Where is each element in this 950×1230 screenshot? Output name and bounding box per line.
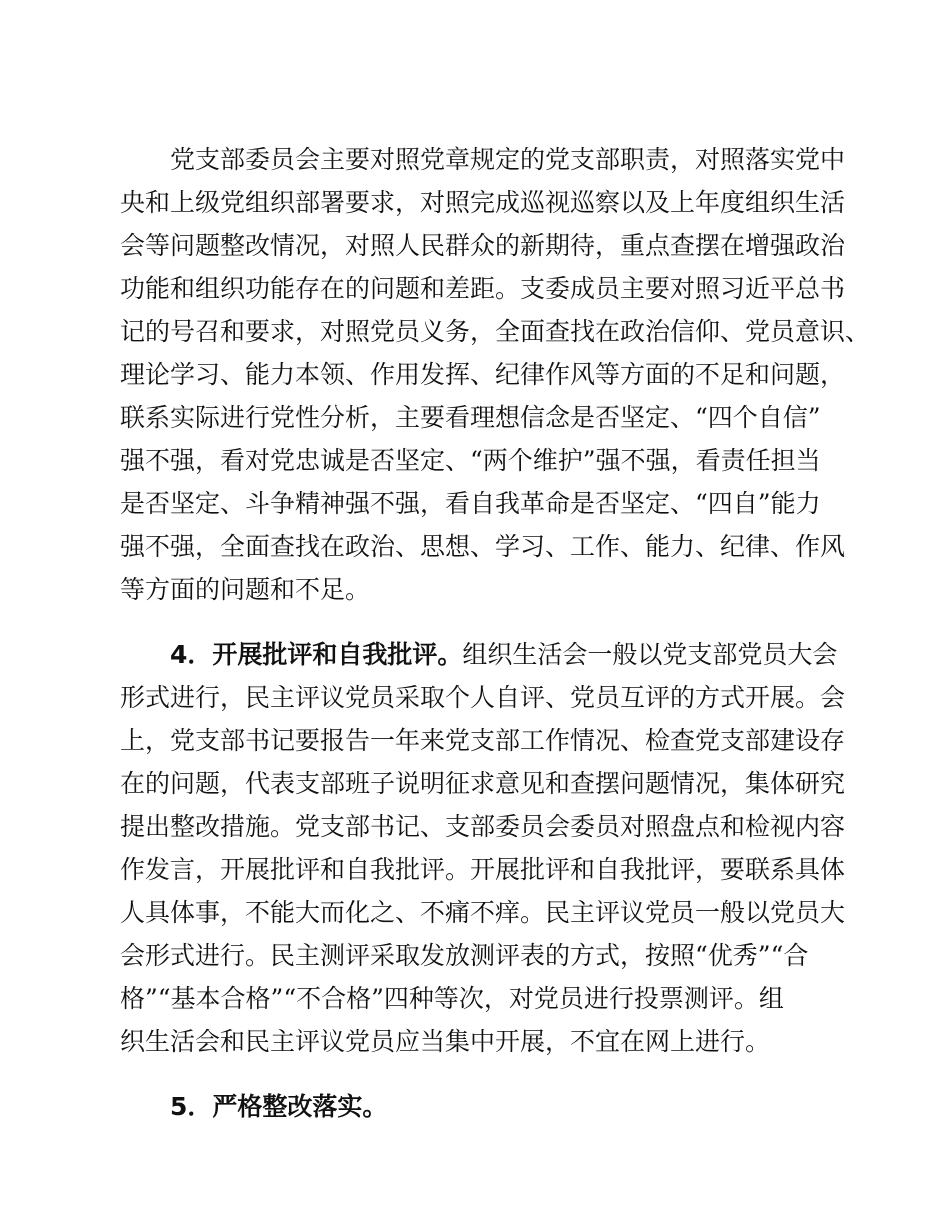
paragraph-line: 会形式进行。民主测评采取发放测评表的方式，按照“优秀”“合 — [120, 941, 809, 970]
paragraph-line: 织生活会和民主评议党员应当集中开展，不宜在网上进行。 — [120, 1027, 771, 1056]
paragraph-line: 央和上级党组织部署要求，对照完成巡视巡察以及上年度组织生活 — [120, 188, 846, 217]
paragraph-line: 强不强，看对党忠诚是否坚定、“两个维护”强不强，看责任担当 — [120, 446, 821, 475]
paragraph-line: 会等问题整改情况，对照人民群众的新期待，重点查摆在增强政治 — [120, 231, 846, 260]
section-4-first-line-text: 组织生活会一般以党支部党员大会 — [462, 640, 838, 669]
paragraph-line: 是否坚定、斗争精神强不强，看自我革命是否坚定、“四自”能力 — [120, 489, 821, 518]
paragraph-line: 理论学习、能力本领、作用发挥、纪律作风等方面的不足和问题， — [120, 360, 846, 389]
paragraph-line: 上，党支部书记要报告一年来党支部工作情况、检查党支部建设存 — [120, 726, 846, 755]
paragraph-line: 等方面的问题和不足。 — [120, 575, 371, 604]
paragraph-line: 人具体事，不能大而化之、不痛不痒。民主评议党员一般以党员大 — [120, 898, 846, 927]
paragraph-line: 格”“基本合格”“不合格”四种等次，对党员进行投票测评。组 — [120, 984, 784, 1013]
section-4-heading: 4．开展批评和自我批评。 — [170, 640, 463, 669]
paragraph-line: 功能和组织功能存在的问题和差距。支委成员主要对照习近平总书 — [120, 274, 846, 303]
paragraph-line: 联系实际进行党性分析，主要看理想信念是否坚定、“四个自信” — [120, 403, 821, 432]
section-4-first-line — [170, 635, 910, 675]
paragraph-line: 记的号召和要求，对照党员义务，全面查找在政治信仰、党员意识、 — [120, 317, 871, 346]
paragraph-line: 党支部委员会主要对照党章规定的党支部职责，对照落实党中 — [170, 145, 846, 174]
paragraph-line: 强不强，全面查找在政治、思想、学习、工作、能力、纪律、作风 — [120, 532, 846, 561]
section-5-heading: 5．严格整改落实。 — [170, 1092, 388, 1121]
paragraph-line: 在的问题，代表支部班子说明征求意见和查摆问题情况，集体研究 — [120, 769, 846, 798]
paragraph-line: 作发言，开展批评和自我批评。开展批评和自我批评，要联系具体 — [120, 855, 846, 884]
paragraph-line: 提出整改措施。党支部书记、支部委员会委员对照盘点和检视内容 — [120, 812, 846, 841]
paragraph-line: 形式进行，民主评议党员采取个人自评、党员互评的方式开展。会 — [120, 683, 846, 712]
